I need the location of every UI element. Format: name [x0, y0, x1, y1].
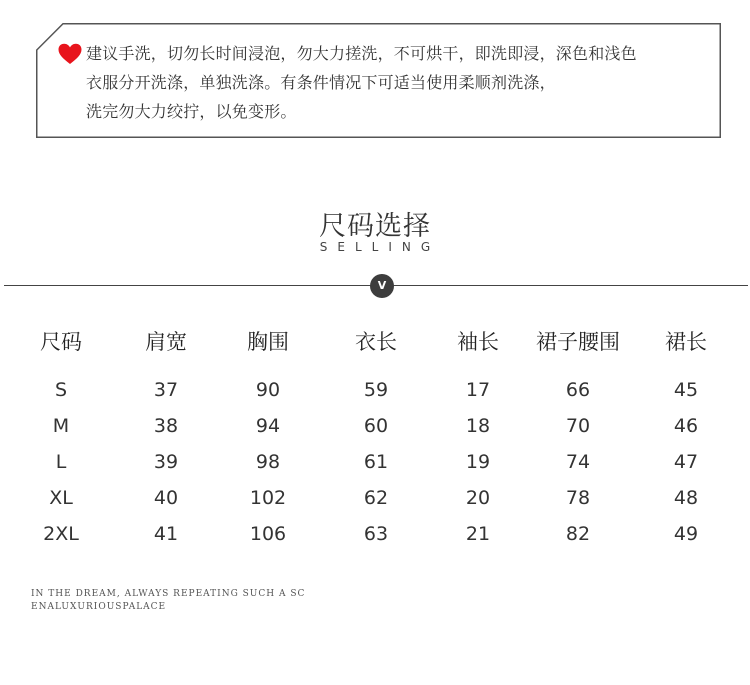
table-cell: 82	[565, 523, 591, 545]
table-cell: 98	[255, 451, 281, 473]
size-table	[0, 322, 750, 552]
care-line: 建议手洗，切勿长时间浸泡，勿大力搓洗，不可烘干，即洗即浸，深色和浅色	[86, 44, 637, 63]
table-cell: 40	[153, 487, 179, 509]
v-badge: V	[370, 274, 394, 298]
header-length: 衣长	[355, 330, 397, 354]
heart-icon	[58, 43, 82, 65]
care-line: 衣服分开洗涤，单独洗涤。有条件情况下可适当使用柔顺剂洗涤，	[86, 73, 556, 92]
table-row	[0, 408, 750, 444]
table-cell: 94	[255, 415, 281, 437]
table-cell: 74	[565, 451, 591, 473]
care-line: 洗完勿大力绞拧，以免变形。	[86, 102, 297, 121]
header-shoulder: 肩宽	[145, 330, 187, 354]
table-cell: 2XL	[43, 523, 79, 545]
header-skirt-waist: 裙子腰围	[536, 330, 620, 354]
care-notice-box	[36, 23, 721, 138]
slogan-line: IN THE DREAM, ALWAYS REPEATING SUCH A SC	[31, 589, 306, 599]
table-cell: S	[54, 379, 68, 401]
table-cell: 106	[249, 523, 287, 545]
table-cell: 48	[673, 487, 699, 509]
table-header-row	[0, 322, 750, 372]
table-cell: 60	[363, 415, 389, 437]
table-cell: 90	[255, 379, 281, 401]
table-cell: 38	[153, 415, 179, 437]
table-cell: XL	[49, 487, 73, 509]
slogan-line: ENALUXURIOUSPALACE	[31, 602, 167, 612]
table-row	[0, 372, 750, 408]
header-sleeve: 袖长	[457, 330, 499, 354]
table-cell: 41	[153, 523, 179, 545]
table-cell: 59	[363, 379, 389, 401]
table-cell: 18	[465, 415, 491, 437]
table-cell: 17	[465, 379, 491, 401]
care-instructions	[86, 39, 711, 126]
table-cell: 19	[465, 451, 491, 473]
table-cell: 39	[153, 451, 179, 473]
table-cell: 63	[363, 523, 389, 545]
table-cell: M	[52, 415, 70, 437]
table-cell: 70	[565, 415, 591, 437]
table-cell: 37	[153, 379, 179, 401]
table-cell: 21	[465, 523, 491, 545]
table-cell: 20	[465, 487, 491, 509]
table-cell: 45	[673, 379, 699, 401]
header-skirt-length: 裙长	[665, 330, 707, 354]
table-cell: 78	[565, 487, 591, 509]
table-row	[0, 444, 750, 480]
table-cell: 62	[363, 487, 389, 509]
table-cell: 49	[673, 523, 699, 545]
table-cell: 102	[249, 487, 287, 509]
section-subtitle: SELLING	[319, 240, 441, 254]
table-cell: 61	[363, 451, 389, 473]
table-cell: 46	[673, 415, 699, 437]
table-cell: L	[55, 451, 67, 473]
table-row	[0, 516, 750, 552]
header-bust: 胸围	[247, 330, 289, 354]
footer-slogan	[31, 588, 305, 614]
section-title: 尺码选择	[319, 211, 431, 242]
table-cell: 66	[565, 379, 591, 401]
table-cell: 47	[673, 451, 699, 473]
header-size: 尺码	[40, 330, 82, 354]
table-row	[0, 480, 750, 516]
